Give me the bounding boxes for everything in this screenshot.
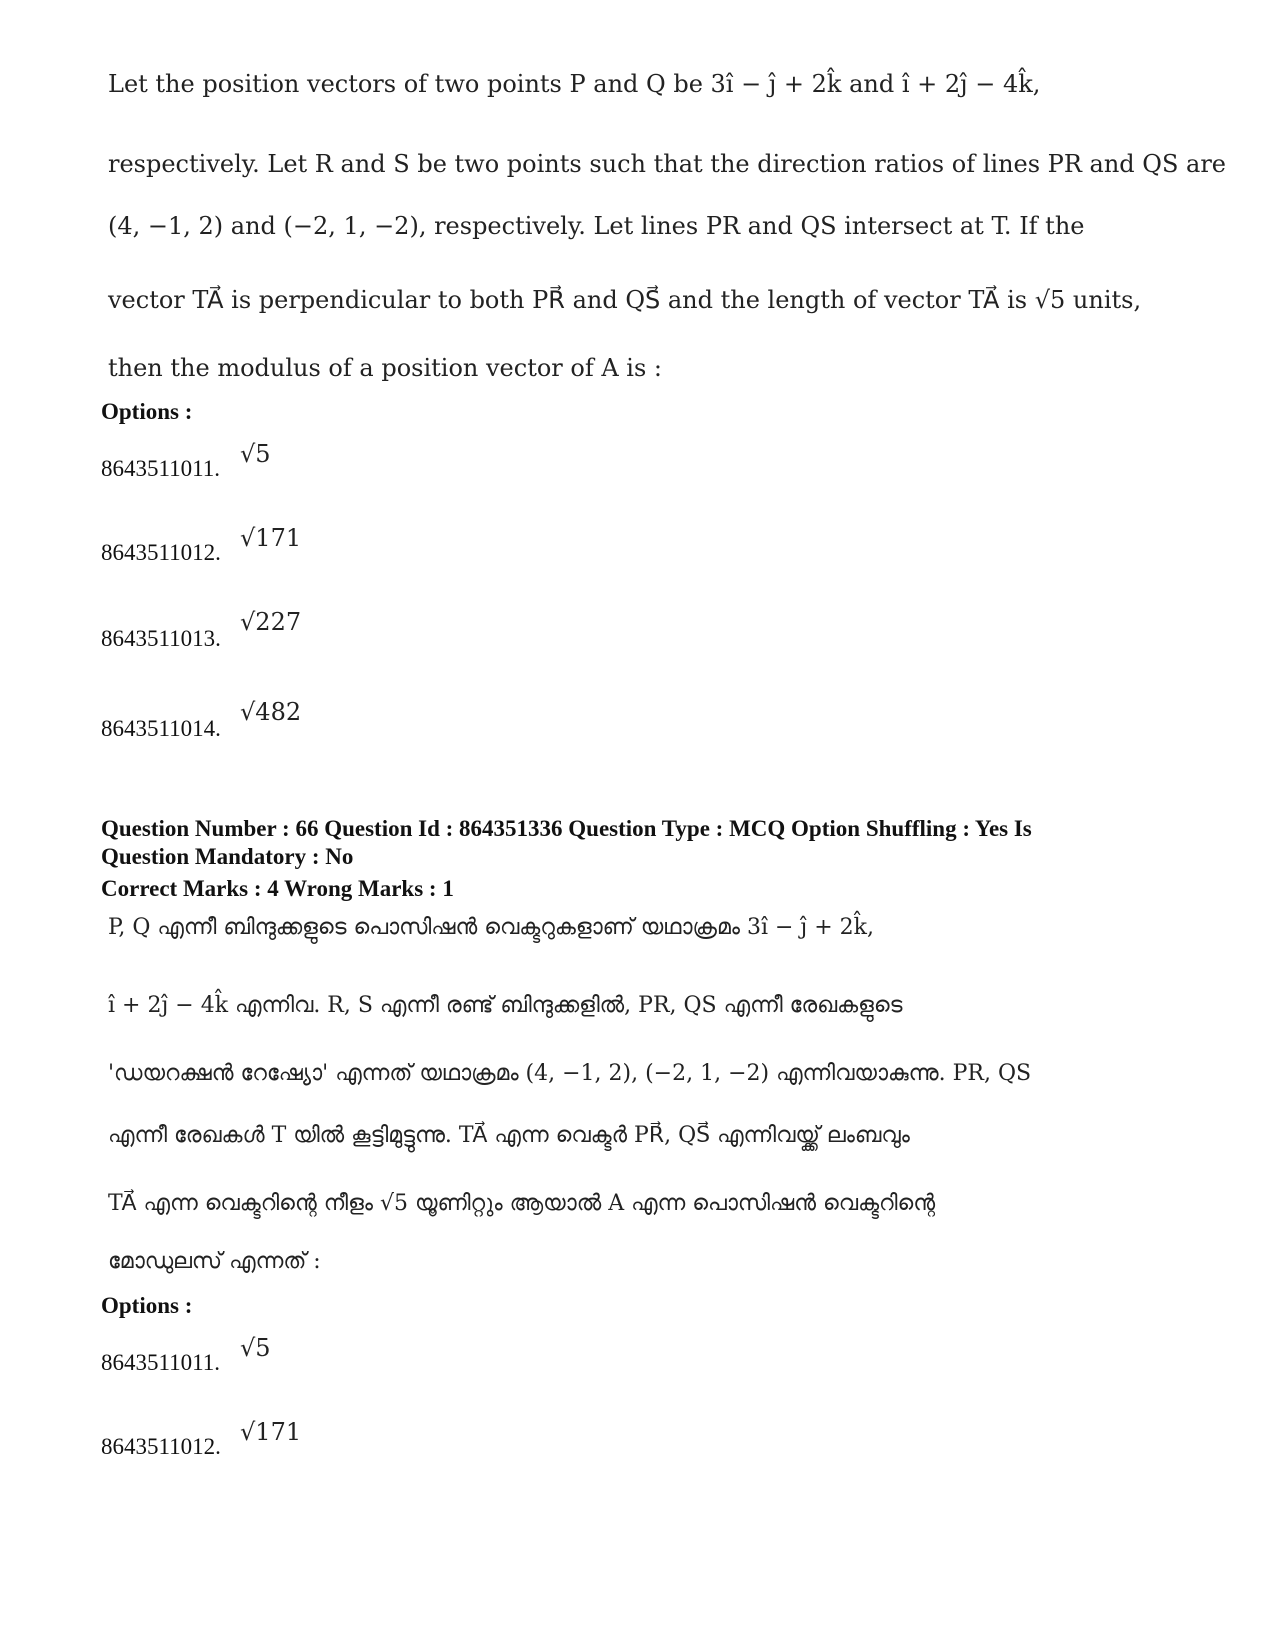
q65-option-4-number: 8643511014.: [101, 716, 221, 741]
q66-meta: [101, 815, 1181, 903]
q66-option-2-number: 8643511012.: [101, 1434, 221, 1459]
q66-option-1-value: √5: [240, 1334, 271, 1362]
q66-line-2: î + 2ĵ − 4k̂ എന്നിവ. R, S എന്നീ രണ്ട് ബിന്ദുക്കളിൽ, PR, QS എന്നീ രേഖകളുടെ: [108, 993, 903, 1018]
q66-option-1-number: 8643511011.: [101, 1350, 221, 1375]
q65-options-label: Options :: [101, 399, 193, 424]
q65-option-3-number: 8643511013.: [101, 626, 221, 651]
q65-line-2: respectively. Let R and S be two points such that the direction ratios of lines PR and QS are: [108, 150, 1227, 178]
q65-line-1: Let the position vectors of two points P and Q be 3î − ĵ + 2k̂ and î + 2ĵ − 4k̂,: [108, 70, 1041, 98]
q66-marks: Correct Marks : 4 Wrong Marks : 1: [101, 876, 454, 901]
q65-option-3-value: √227: [240, 608, 302, 636]
q65-line-5: then the modulus of a position vector of A is :: [108, 354, 663, 382]
q65-option-2-value: √171: [240, 524, 302, 552]
q65-option-2-number: 8643511012.: [101, 540, 221, 565]
q66-options-label: Options :: [101, 1293, 193, 1318]
q65-option-4-value: √482: [240, 698, 302, 726]
q65-option-1-value: √5: [240, 440, 271, 468]
q66-line-6: മോഡുലസ് എന്നത് :: [108, 1249, 321, 1274]
q65-line-3: (4, −1, 2) and (−2, 1, −2), respectively. Let lines PR and QS intersect at T. If the: [108, 212, 1085, 240]
q66-meta-line-2: Question Mandatory : No: [101, 844, 354, 869]
q66-line-1: P, Q എന്നീ ബിന്ദുക്കളുടെ പൊസിഷൻ വെക്ടറുകളാണ് യഥാക്രമം 3î − ĵ + 2k̂,: [108, 915, 874, 940]
q65-line-4: vector TA⃗ is perpendicular to both PR⃗ and QS⃗ and the length of vector TA⃗ is √5 units,: [108, 286, 1142, 314]
q66-option-2-value: √171: [240, 1418, 302, 1446]
q66-line-5: TA⃗ എന്ന വെക്ടറിന്റെ നീളം √5 യൂണിറ്റും ആയാൽ A എന്ന പൊസിഷൻ വെക്ടറിന്റെ: [108, 1191, 936, 1216]
q66-line-4: എന്നീ രേഖകൾ T യിൽ കൂട്ടിമുട്ടുന്നു. TA⃗ എന്ന വെക്ടർ PR⃗, QS⃗ എന്നിവയ്ക്ക് ലംബവും: [108, 1123, 910, 1148]
q66-meta-line-1: Question Number : 66 Question Id : 864351336 Question Type : MCQ Option Shuffling : Yes Is: [101, 816, 1032, 841]
q66-line-3: 'ഡയറക്ഷൻ റേഷ്യോ' എന്നത് യഥാക്രമം (4, −1, 2), (−2, 1, −2) എന്നിവയാകുന്നു. PR, QS: [108, 1061, 1032, 1086]
q65-option-1-number: 8643511011.: [101, 456, 221, 481]
